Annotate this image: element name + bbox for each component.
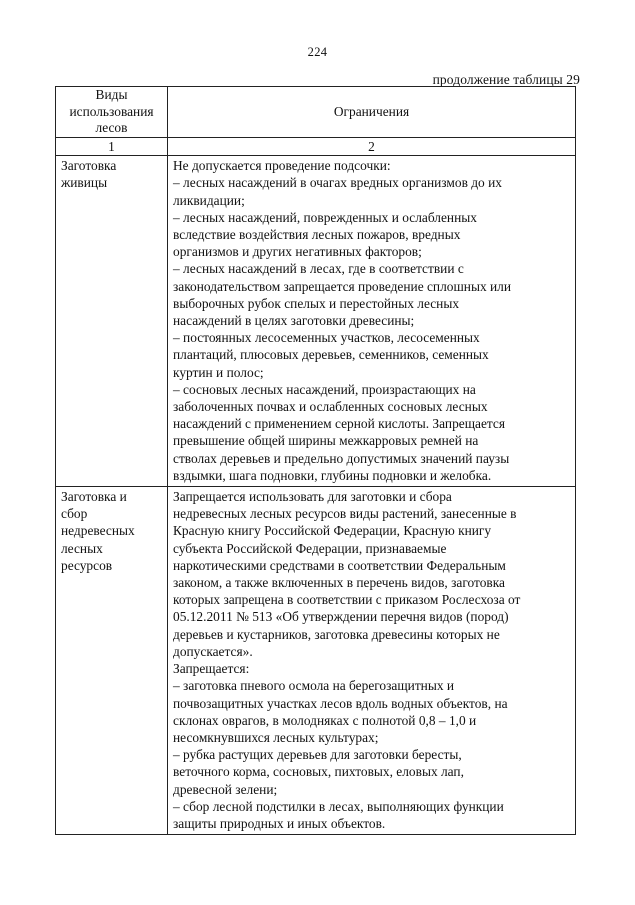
- text-line: стволах деревьев и предельно допустимых значений паузы: [173, 450, 510, 466]
- column-number-row: [56, 138, 576, 156]
- text-line: недревесных: [61, 523, 135, 539]
- row-use-type-cell: [56, 487, 168, 835]
- text-line: деревьев и кустарников, заготовка древесины которых не: [173, 626, 500, 642]
- text-line: сбор: [61, 506, 88, 522]
- text-line: субъекта Российской Федерации, признаваемые: [173, 540, 447, 556]
- page-number: 224: [307, 45, 328, 59]
- table-row: [56, 156, 576, 487]
- text-line: лесных: [61, 540, 103, 556]
- table-row: [56, 487, 576, 835]
- restrictions-table: [55, 86, 576, 835]
- text-line: – сбор лесной подстилки в лесах, выполняющих функции: [173, 798, 504, 814]
- text-line: несомкнувшихся лесных культурах;: [173, 729, 379, 745]
- text-line: законом, а также включенных в перечень видов, заготовка: [173, 575, 505, 591]
- text-line: ресурсов: [61, 557, 113, 573]
- text-line: куртин и полос;: [173, 364, 264, 380]
- text-line: которых запрещена в соответствии с приказом Рослесхоза от: [173, 592, 521, 608]
- text-line: – рубка растущих деревьев для заготовки бересты,: [173, 747, 462, 763]
- text-line: – заготовка пневого осмола на берегозащитных и: [173, 678, 455, 694]
- text-line: – сосновых лесных насаждений, произрастающих на: [173, 381, 476, 397]
- text-line: вздымки, шага подновки, глубины подновки и желобка.: [173, 467, 492, 483]
- header-line: лесов: [95, 120, 128, 136]
- text-line: – лесных насаждений, поврежденных и ослабленных: [173, 209, 477, 225]
- header-line: Виды: [95, 87, 128, 103]
- text-line: недревесных лесных ресурсов виды растений, занесенные в: [173, 506, 517, 522]
- text-line: живицы: [61, 175, 108, 191]
- table-header-row: [56, 87, 576, 138]
- text-line: – лесных насаждений в очагах вредных организмов до их: [173, 175, 502, 191]
- header-restrictions: Ограничения: [168, 87, 576, 138]
- header-line: использования: [69, 103, 154, 119]
- text-line: древесной зелени;: [173, 781, 278, 797]
- row-use-type-cell: [56, 156, 168, 487]
- text-line: почвозащитных участках лесов вдоль водных объектов, на: [173, 695, 508, 711]
- text-line: насаждений с применением серной кислоты. Запрещается: [173, 416, 506, 432]
- text-line: Не допускается проведение подсочки:: [173, 158, 391, 174]
- text-line: наркотическими средствами в соответствии Федеральным: [173, 557, 506, 573]
- text-line: – лесных насаждений в лесах, где в соответствии с: [173, 261, 464, 277]
- text-line: – постоянных лесосеменных участков, лесосеменных: [173, 330, 480, 346]
- text-line: плантаций, плюсовых деревьев, семенников, семенных: [173, 347, 489, 363]
- text-line: Заготовка и: [61, 489, 127, 505]
- text-line: вследствие воздействия лесных пожаров, вредных: [173, 227, 461, 243]
- text-line: заболоченных почвах и ослабленных сосновых лесных: [173, 399, 488, 415]
- text-line: ликвидации;: [173, 192, 245, 208]
- text-line: Запрещается использовать для заготовки и сбора: [173, 489, 452, 505]
- header-forest-use-types: [56, 87, 168, 138]
- text-line: Запрещается:: [173, 661, 250, 677]
- text-line: насаждений в целях заготовки древесины;: [173, 313, 415, 329]
- table-continuation-label: продолжение таблицы 29: [432, 72, 580, 87]
- text-line: законодательством запрещается проведение сплошных или: [173, 278, 512, 294]
- text-line: превышение общей ширины межкарровых ремней на: [173, 433, 479, 449]
- text-line: Заготовка: [61, 158, 117, 174]
- text-line: организмов и других негативных факторов;: [173, 244, 422, 260]
- row-restrictions-cell: [168, 156, 576, 487]
- text-line: допускается».: [173, 643, 253, 659]
- row-restrictions-cell: [168, 487, 576, 835]
- column-number-2: 2: [168, 138, 576, 156]
- text-line: склонах оврагов, в молодняках с полнотой 0,8 – 1,0 и: [173, 712, 477, 728]
- column-number-1: 1: [56, 138, 168, 156]
- text-line: Красную книгу Российской Федерации, Красную книгу: [173, 523, 492, 539]
- text-line: веточного корма, сосновых, пихтовых, еловых лап,: [173, 764, 464, 780]
- text-line: 05.12.2011 № 513 «Об утверждении перечня видов (пород): [173, 609, 509, 625]
- text-line: защиты природных и иных объектов.: [173, 815, 386, 831]
- text-line: выборочных рубок спелых и перестойных лесных: [173, 295, 460, 311]
